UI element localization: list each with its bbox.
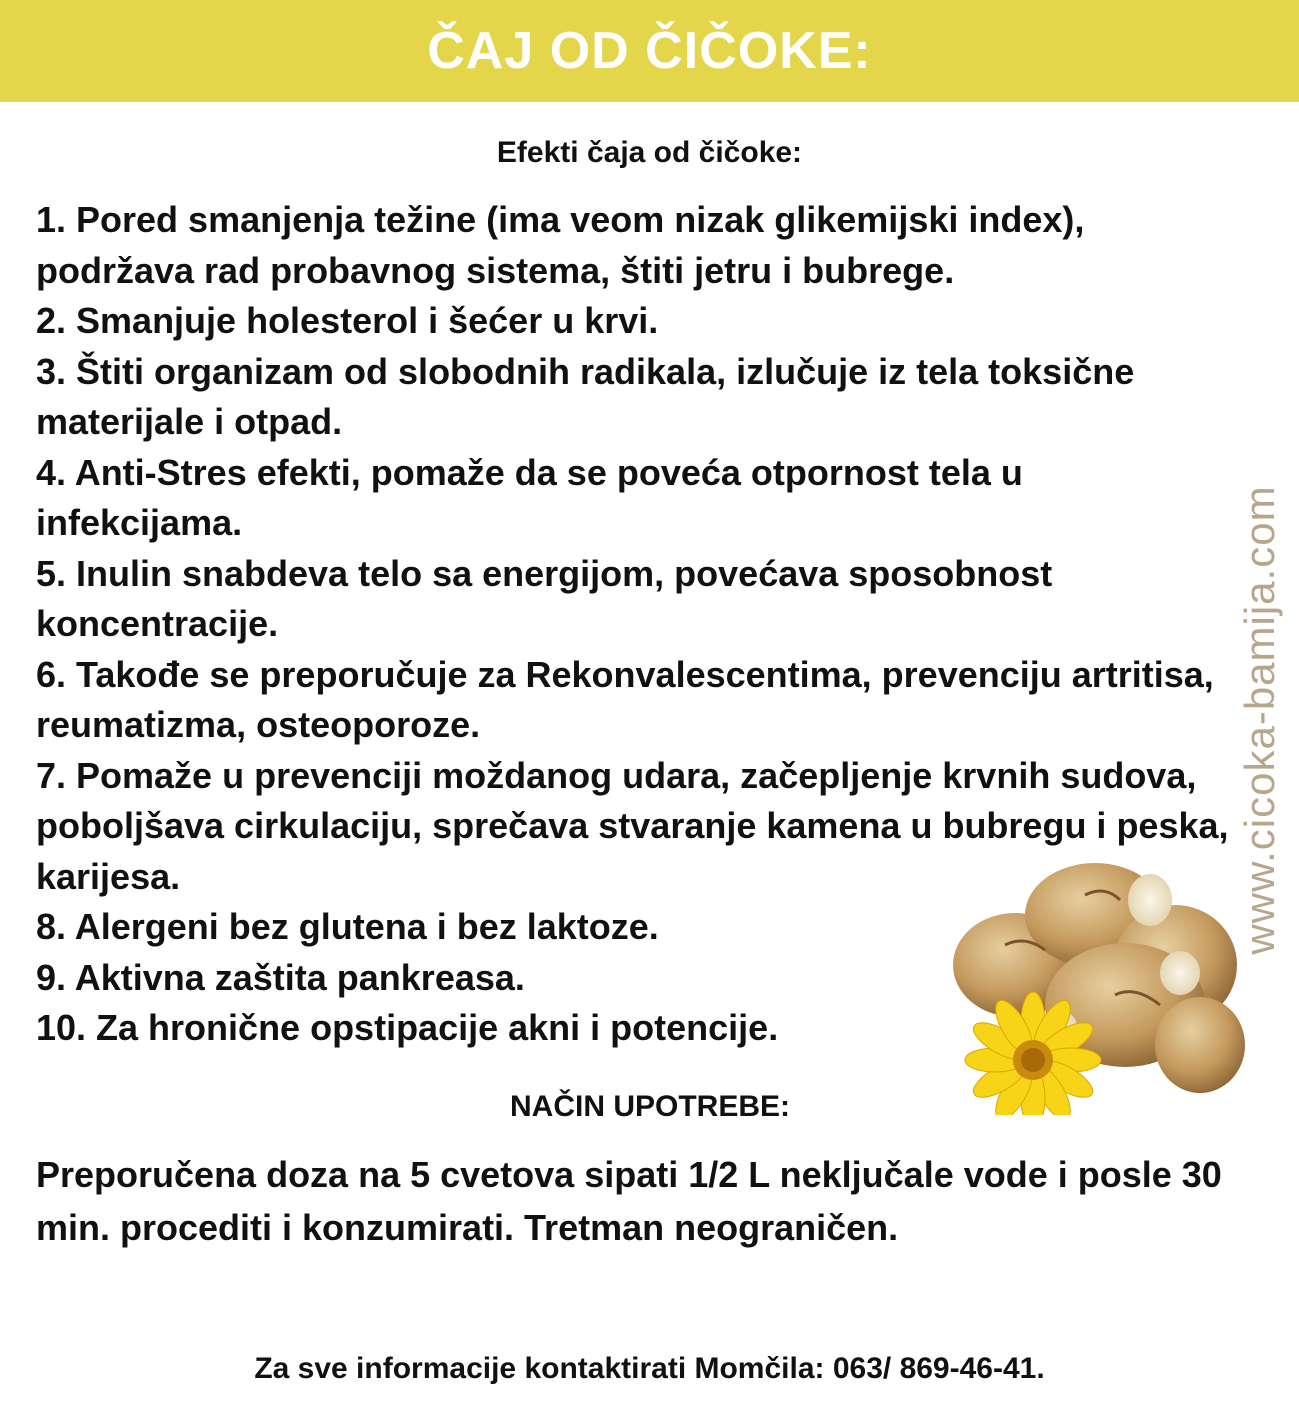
header-banner <box>0 0 1299 102</box>
list-item: 5. Inulin snabdeva telo sa energijom, povećava sposobnost koncentracije. <box>36 552 1053 644</box>
list-item: 3. Štiti organizam od slobodnih radikala, izlučuje iz tela toksične materijale i otpad. <box>36 350 1135 442</box>
list-item: 7. Pomaže u prevenciji moždanog udara, začepljenje krvnih sudova, poboljšava cirkulaciju, sprečava stvaranje kamena u bubregu i peska, karijesa. <box>36 754 1229 897</box>
artichoke-flower-image <box>945 855 1255 1115</box>
list-item: 9. Aktivna zaštita pankreasa. <box>36 956 525 998</box>
list-item: 8. Alergeni bez glutena i bez laktoze. <box>36 906 659 947</box>
list-item: 1. Pored smanjenja težine (ima veom nizak glikemijski index), podržava rad probavnog sistema, štiti jetru i bubrege. <box>36 199 1085 291</box>
list-item: 6. Takođe se preporučuje za Rekonvalescentima, prevenciju artritisa, reumatizma, osteoporoze. <box>36 653 1214 745</box>
list-item: 10. Za hronične opstipacije akni i potencije. <box>36 1007 779 1048</box>
watermark-text: www.cicoka-bamija.com <box>1236 485 1283 955</box>
usage-text: Preporučena doza na 5 cvetova sipati 1/2 L neključale vode i posle 30 min. procediti i konzumirati. Tretman neograničen. <box>36 1154 1222 1248</box>
list-item: 4. Anti-Stres efekti, pomaže da se poveća otpornost tela u infekcijama. <box>36 451 1023 543</box>
page-title: ČAJ OD ČIČOKE: <box>427 22 872 80</box>
list-item: 2. Smanjuje holesterol i šećer u krvi. <box>36 300 659 341</box>
contact-info: Za sve informacije kontaktirati Momčila: 063/ 869-46-41. <box>254 1352 1045 1385</box>
effects-title: Efekti čaja od čičoke: <box>496 136 803 169</box>
usage-title: NAČIN UPOTREBE: <box>509 1090 790 1123</box>
